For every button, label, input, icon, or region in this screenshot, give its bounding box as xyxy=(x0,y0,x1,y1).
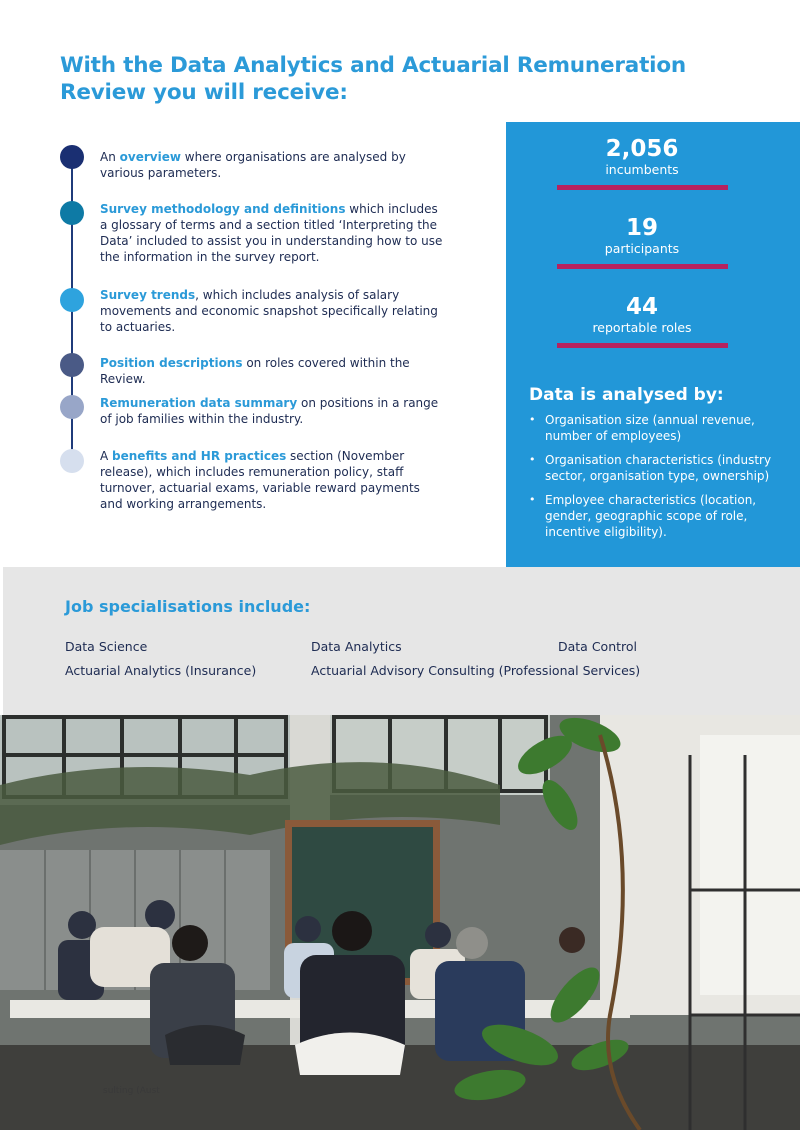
stat-incumbents xyxy=(506,136,778,177)
stat-divider xyxy=(557,264,728,269)
bullet-icon: • xyxy=(529,413,536,426)
timeline-dot-icon xyxy=(60,145,84,169)
job-item: Actuarial Analytics (Insurance) xyxy=(65,663,257,678)
timeline-dot-icon xyxy=(60,449,84,473)
jobs-title: Job specialisations include: xyxy=(65,597,311,616)
stat-participants xyxy=(506,215,778,256)
benefits-timeline xyxy=(60,145,443,545)
job-item: Data Control xyxy=(558,639,638,654)
stat-value: 44 xyxy=(625,294,658,320)
timeline-dot-icon xyxy=(60,288,84,312)
job-item: Actuarial Advisory Consulting (Professional Services) xyxy=(311,663,641,678)
stats-panel xyxy=(506,122,800,567)
stat-value: 2,056 xyxy=(605,136,679,162)
bullet-icon: • xyxy=(529,453,536,466)
timeline-text: Remuneration data summary on positions in a range of job families within the industry. xyxy=(100,396,439,426)
stat-label: participants xyxy=(604,241,680,256)
office-scene-illustration xyxy=(0,715,800,1130)
timeline-dot-icon xyxy=(60,201,84,225)
timeline-text: Survey methodology and definitions which includes a glossary of terms and a section titled ‘Interpreting the Data’ included to assist you in understanding how to use the information in the survey report. xyxy=(100,202,443,264)
timeline-dot-icon xyxy=(60,353,84,377)
timeline-text: Survey trends, which includes analysis of salary movements and economic snapshot specifically relating to actuaries. xyxy=(100,288,438,334)
timeline-dot-icon xyxy=(60,395,84,419)
analysed-item: • Organisation characteristics (industry sector, organisation type, ownership) xyxy=(529,453,772,483)
stat-label: incumbents xyxy=(605,162,679,177)
job-specialisations-section xyxy=(3,567,800,715)
stat-divider xyxy=(557,185,728,190)
timeline-text: An overview where organisations are analysed by various parameters. xyxy=(100,150,406,180)
analysed-item: • Employee characteristics (location, gender, geographic scope of role, incentive eligibility). xyxy=(529,493,757,539)
stat-value: 19 xyxy=(625,215,658,241)
analysed-list xyxy=(529,412,779,548)
stat-label: reportable roles xyxy=(592,320,692,335)
analysed-item: • Organisation size (annual revenue, number of employees) xyxy=(529,413,755,443)
office-meeting-photo xyxy=(0,715,800,1130)
photo-caption: sulting (Aust xyxy=(103,1086,160,1096)
job-item: Data Analytics xyxy=(311,639,402,654)
job-item: Data Science xyxy=(65,639,148,654)
bullet-icon: • xyxy=(529,493,536,506)
stat-divider xyxy=(557,343,728,348)
timeline-text: A benefits and HR practices section (November release), which includes remuneration policy, staff turnover, actuarial exams, variable reward payments and working arrangements. xyxy=(100,449,420,511)
analysed-title: Data is analysed by: xyxy=(529,385,724,405)
timeline-text: Position descriptions on roles covered within the Review. xyxy=(100,356,410,386)
page-heading: With the Data Analytics and Actuarial Remuneration Review you will receive: xyxy=(60,53,687,105)
stat-roles xyxy=(506,294,778,335)
